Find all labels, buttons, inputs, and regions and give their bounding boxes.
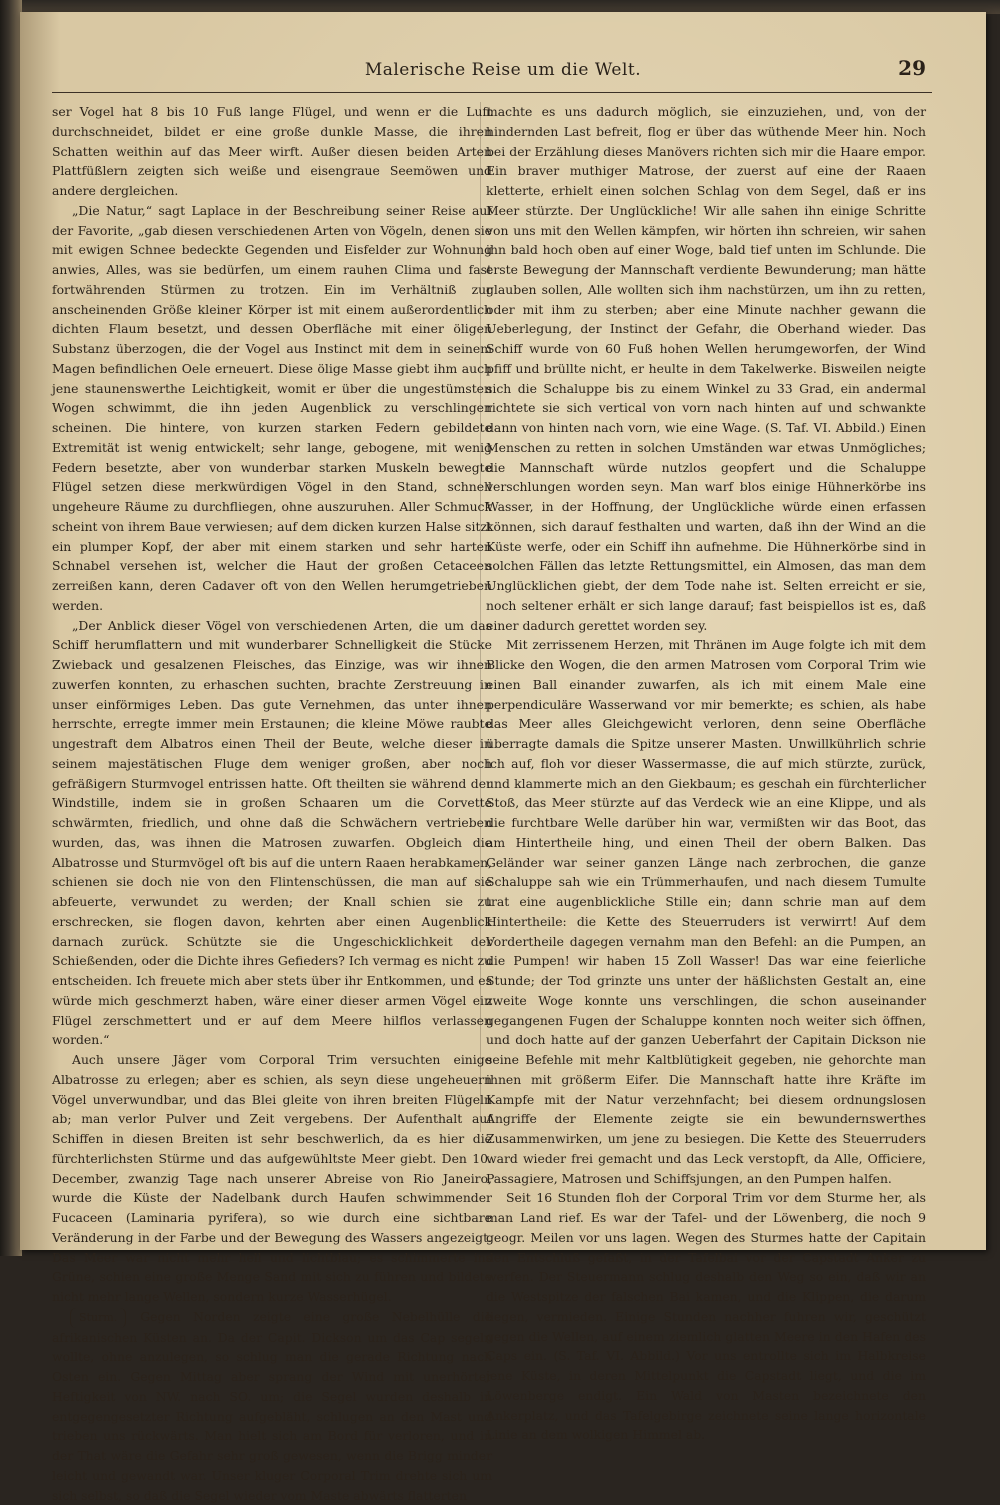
paragraph: ser Vogel hat 8 bis 10 Fuß lange Flügel, und wenn er die Luft durchschneidet, bildet er eine große dunkle Masse, die ihren Schatten weithin auf das Meer wirft. Außer diesen beiden Arten Plattfüßlern zeigten sich weiße und eisengraue Seemöwen und andere dergleichen. bbox=[52, 104, 492, 198]
right-column bbox=[486, 102, 926, 1445]
paragraph-text: Gegen Norden zeigte eine große Nebelhülle die afrikanischen Küsten an. Da der Capit. Dickson um das Cap segeln wollte, ohne anzulegen, so schlug man die gerade Richtung nach Osten ein. Gegen Mittag aber sprang der Wind mit unerhörter Heftigkeit von NW. nach SO. um; die Segel wurden deshalb in entgegengesetzter Richtung aufgebläht, schlugen an den Mast und trieben uns rückwärts. Man hielt sich am Bord für verloren, und in der That wäre die Gefahr sehr groß gewesen, wenn die Brigg minder leicht und gewandt war. Unser kluger Corporal Trim drehte sich um sich selbst, so daß die Segel wieder vom Maste abwärts flatterten bbox=[52, 1308, 492, 1503]
book-binding-edge bbox=[0, 0, 22, 1256]
running-head: Malerische Reise um die Welt. bbox=[364, 60, 642, 80]
page-number: 29 bbox=[898, 56, 926, 80]
paragraph: Mit zerrissenem Herzen, mit Thränen im Auge folgte ich mit dem Blicke den Wogen, die den armen Matrosen vom Corporal Trim wie einen Ball einander zuwarfen, als ich mit einem Male eine perpendiculäre Wasserwand vor mir bemerkte; es schien, als habe das Meer alles Gleichgewicht verloren, denn seine Oberfläche überragte damals die Spitze unserer Masten. Unwillkührlich schrie ich auf, floh vor dieser Wassermasse, die auf mich stürzte, zurück, und klammerte mich an den Giekbaum; es geschah ein fürchterlicher Stoß, das Meer stürzte auf das Verdeck wie an eine Klippe, und als die furchtbare Welle darüber hin war, vermißten wir das Boot, das am Hintertheile hing, und einen Theil der obern Balken. Das Geländer war seiner ganzen Länge nach zerbrochen, die ganze Schaluppe sah wie ein Trümmerhaufen, und nach diesem Tumulte trat eine augenblickliche Stille ein; dann schrie man auf dem Hintertheile: die Kette des Steuerruders ist verwirrt! Auf dem Vordertheile dagegen vernahm man den Befehl: an die Pumpen, an die Pumpen! wir haben 15 Zoll Wasser! Das war eine feierliche Stunde; der Tod grinzte uns unter der häßlichsten Gestalt an, eine zweite Woge konnte uns verschlingen, die schon auseinander gegangenen Fugen der Schaluppe konnten noch weiter sich öffnen, und doch hatte auf der ganzen Ueberfahrt der Capitain Dickson nie seine Befehle mit mehr Kaltblütigkeit gegeben, nie gehorchte man ihnen mit größerm Eifer. Die Mannschaft hatte ihre Kräfte im Kampfe mit der Natur verzehnfacht; bei diesem ordnungslosen Angriffe der Elemente zeigte sie ein bewundernswerthes Zusammenwirken, um jene zu besiegen. Die Kette des Steuerruders ward wieder frei gemacht und das Leck verstopft, da Alle, Officiere, Passagiere, Matrosen und Schiffsjungen, an den Pumpen halfen. bbox=[486, 637, 926, 1186]
paragraph-with-sidenote bbox=[52, 1307, 492, 1505]
paragraph: „Der Anblick dieser Vögel von verschiedenen Arten, die um das Schiff herumflattern und mit wunderbarer Schnelligkeit die Stücke Zwieback und gesalzenen Fleisches, das Einzige, was wir ihnen zuwerfen konnten, zu erhaschen suchten, brachte Zerstreuung in unser einförmiges Leben. Das gute Vernehmen, das unter ihnen herrschte, erregte immer mein Erstaunen; die kleine Möwe raubte ungestraft dem Albatros einen Theil der Beute, welche dieser in seinem majestätischen Fluge dem weniger großen, aber noch gefräßigern Sturmvogel entrissen hatte. Oft theilten sie während der Windstille, indem sie in großen Schaaren um die Corvette schwärmten, friedlich, und ohne daß die Schwächern vertrieben wurden, das, was ihnen die Matrosen zuwarfen. Obgleich die Albatrosse und Sturmvögel oft bis auf die untern Raaen herabkamen, schienen sie doch nie von den Flintenschüssen, die man auf sie abfeuerte, verwundet zu werden; der Knall schien sie zu erschrecken, sie flogen davon, kehrten aber einen Augenblick darnach zurück. Schützte sie die Ungeschicklichkeit der Schießenden, oder die Dichte ihres Gefieders? Ich vermag es nicht zu entscheiden. Ich freuete mich aber stets über ihr Entkommen, und es würde mich geschmerzt haben, wäre einer dieser armen Vögel ein Flügel zerschmettert und er auf dem Meere hilflos verlassen worden.“ bbox=[52, 617, 492, 1048]
left-column bbox=[52, 102, 492, 1505]
header-rule bbox=[52, 92, 932, 93]
book-page bbox=[20, 12, 986, 1503]
paragraph: Seit 16 Stunden floh der Corporal Trim vor dem Sturme her, als man Land rief. Es war der Tafel- und der Löwenberg, die noch 9 geogr. Meilen vor uns lagen. Wegen des Sturmes hatte der Capitain den Entschluß gefaßt, in der Tafelbai vor der Capstadt Anker zu werfen. Der Steuermann schlug deshalb den Weg so ein, daß wir an die Westspitze der falschen Bai kamen, und die Klippen, die darum liegen, vermieden. Einige Stunden nachher fuhren wir, geschützt gegen die Wellen, auf einem ziemlich glatten Meere in den Hafen des Caps ein. (S. Taf. VI. Abbild.) Vor uns entrollte sich im Halbkreise jene Küste, in deren Mittelpunkt die Capstadt liegt, und die im Löwenberge endigt. Ein Wald von Masten bezeichnete den Ankerplatz, und das Tafelgebirge zeichnete seine lange horizontale Linie an dem wolkigen Himmel ab. bbox=[486, 1190, 926, 1443]
margin-note: Sturm. bbox=[70, 1308, 126, 1328]
paragraph: machte es uns dadurch möglich, sie einzuziehen, und, von der hindernden Last befreit, flog er über das wüthende Meer hin. Noch bei der Erzählung dieses Manövers richten sich mir die Haare empor. Ein braver muthiger Matrose, der zuerst auf eine der Raaen kletterte, erhielt einen solchen Schlag von dem Segel, daß er ins Meer stürzte. Der Unglückliche! Wir alle sahen ihn einige Schritte von uns mit den Wellen kämpfen, wir hörten ihn schreien, wir sahen ihn bald hoch oben auf einer Woge, bald tief unten im Schlunde. Die erste Bewegung der Mannschaft verdiente Bewunderung; man hätte glauben sollen, Alle wollten sich ihm nachstürzen, um ihn zu retten, oder mit ihm zu sterben; aber eine Minute nachher gewann die Ueberlegung, der Instinct der Gefahr, die Oberhand wieder. Das Schiff wurde von 60 Fuß hohen Wellen herumgeworfen, der Wind pfiff und brüllte nicht, er heulte in dem Takelwerke. Bisweilen neigte sich die Schaluppe bis zu einem Winkel zu 33 Grad, ein andermal richtete sie sich vertical von vorn nach hinten auf und schwankte dann von hinten nach vorn, wie eine Wage. (S. Taf. VI. Abbild.) Einen Menschen zu retten in solchen Umständen war etwas Unmögliches; die Mannschaft würde nutzlos geopfert und die Schaluppe verschlungen worden seyn. Man warf blos einige Hühnerkörbe ins Wasser, in der Hoffnung, der Unglückliche würde einen erfassen können, sich darauf festhalten und warten, daß ihn der Wind an die Küste werfe, oder ein Schiff ihn aufnehme. Die Hühnerkörbe sind in solchen Fällen das letzte Rettungsmittel, ein Almosen, das man dem Unglücklichen giebt, der dem Tode nahe ist. Selten erreicht er sie, noch seltener erhält er sich lange darauf; fast beispiellos ist es, daß einer dadurch gerettet worden sey. bbox=[486, 104, 926, 633]
paragraph: „Die Natur,“ sagt Laplace in der Beschreibung seiner Reise auf der Favorite, „gab diesen verschiedenen Arten von Vögeln, denen sie mit ewigen Schnee bedeckte Gegenden und Eisfelder zur Wohnung anwies, Alles, was sie bedürfen, um einem rauhen Clima und fast fortwährenden Stürmen zu trotzen. Ein im Verhältniß zur anscheinenden Größe kleiner Körper ist mit einem außerordentlich dichten Flaum besetzt, und dessen Oberfläche mit einer öligen Substanz überzogen, die der Vogel aus Instinct mit dem in seinem Magen befindlichen Oele erneuert. Diese ölige Masse giebt ihm auch jene staunenswerthe Leichtigkeit, womit er über die ungestümsten Wogen schwimmt, die ihn jeden Augenblick zu verschlingen scheinen. Die hintere, von kurzen starken Federn gebildete Extremität ist wenig entwickelt; sehr lange, gebogene, mit wenig Federn besetzte, aber von wunderbar starken Muskeln bewegte Flügel setzen diese merkwürdigen Vögel in den Stand, schnell ungeheure Räume zu durchfliegen, ohne auszuruhen. Aller Schmuck scheint von ihrem Baue verwiesen; auf dem dicken kurzen Halse sitzt ein plumper Kopf, der aber mit einem starken und sehr harten Schnabel versehen ist, welcher die Haut der großen Cetaceen zerreißen kann, deren Cadaver oft von den Wellen herumgetrieben werden. bbox=[52, 202, 492, 613]
paragraph: Auch unsere Jäger vom Corporal Trim versuchten einige Albatrosse zu erlegen; aber es schien, als seyn diese ungeheuern Vögel unverwundbar, und das Blei gleite von ihren breiten Flügeln ab; man verlor Pulver und Zeit vergebens. Der Aufenthalt auf Schiffen in diesen Breiten ist sehr beschwerlich, da es hier die fürchterlichsten Stürme und das aufgewühltste Meer giebt. Den 10. December, zwanzig Tage nach unserer Abreise von Rio Janeiro, wurde die Küste der Nadelbank durch Haufen schwimmender Fucaceen (Laminaria pyrifera), so wie durch eine sichtbare Veränderung in der Farbe und der Bewegung des Wassers angezeigt. Das Meer war nicht mehr hell und lichtblau; es schimmerte ins Grüne, schien eine große Menge Sand mit sich zu führen und bildete nicht mehr lange Wellen, sondern kurze Wasserhügel. bbox=[52, 1052, 492, 1304]
